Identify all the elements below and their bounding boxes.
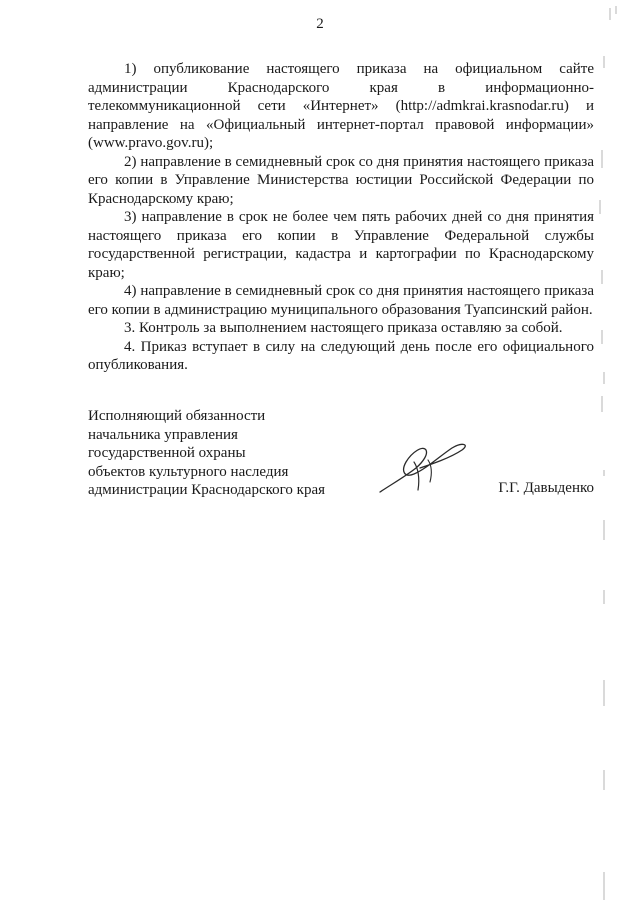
scan-edge-marks (596, 0, 636, 905)
signatory-position-line: объектов культурного наследия (88, 463, 289, 480)
signatory-position-line: администрации Краснодарского края (88, 482, 326, 498)
paragraph-control: 3. Контроль за выполнением настоящего приказа оставляю за собой. (124, 320, 563, 336)
signatory-position-line: начальника управления (88, 426, 238, 443)
paragraph-effective-date: 4. Приказ вступает в силу на следующий день после его официального опубликования. (88, 338, 594, 373)
signatory-name: Г.Г. Давыденко (498, 480, 594, 496)
signature-icon (376, 438, 472, 496)
signatory-position-line: государственной охраны (88, 445, 246, 461)
signatory-position (88, 407, 325, 500)
paragraph-item-2: 2) направление в семидневный срок со дня принятия настоящего приказа его копии в Управление Министерства юстиции Российской Федерации по Краснодарскому краю; (88, 153, 594, 207)
signatory-position-line: Исполняющий обязанности (88, 408, 266, 424)
order-body-text (88, 60, 594, 375)
page-number: 2 (316, 16, 324, 32)
paragraph-item-4: 4) направление в семидневный срок со дня принятия настоящего приказа его копии в администрацию муниципального образования Туапсинский район. (88, 283, 594, 318)
paragraph-item-3: 3) направление в срок не более чем пять рабочих дней со дня принятия настоящего приказа его копии в Управление Федеральной службы государственной регистрации, кадастра и картографии по Краснодарскому краю; (88, 209, 594, 281)
paragraph-item-1: 1) опубликование настоящего приказа на официальном сайте администрации Краснодарского края в информационно-телекоммуникационной сети «Интернет» (http://admkrai.krasnodar.ru) и направление на «Официальный интернет-портал правовой информации» (www.pravo.gov.ru); (88, 61, 594, 151)
